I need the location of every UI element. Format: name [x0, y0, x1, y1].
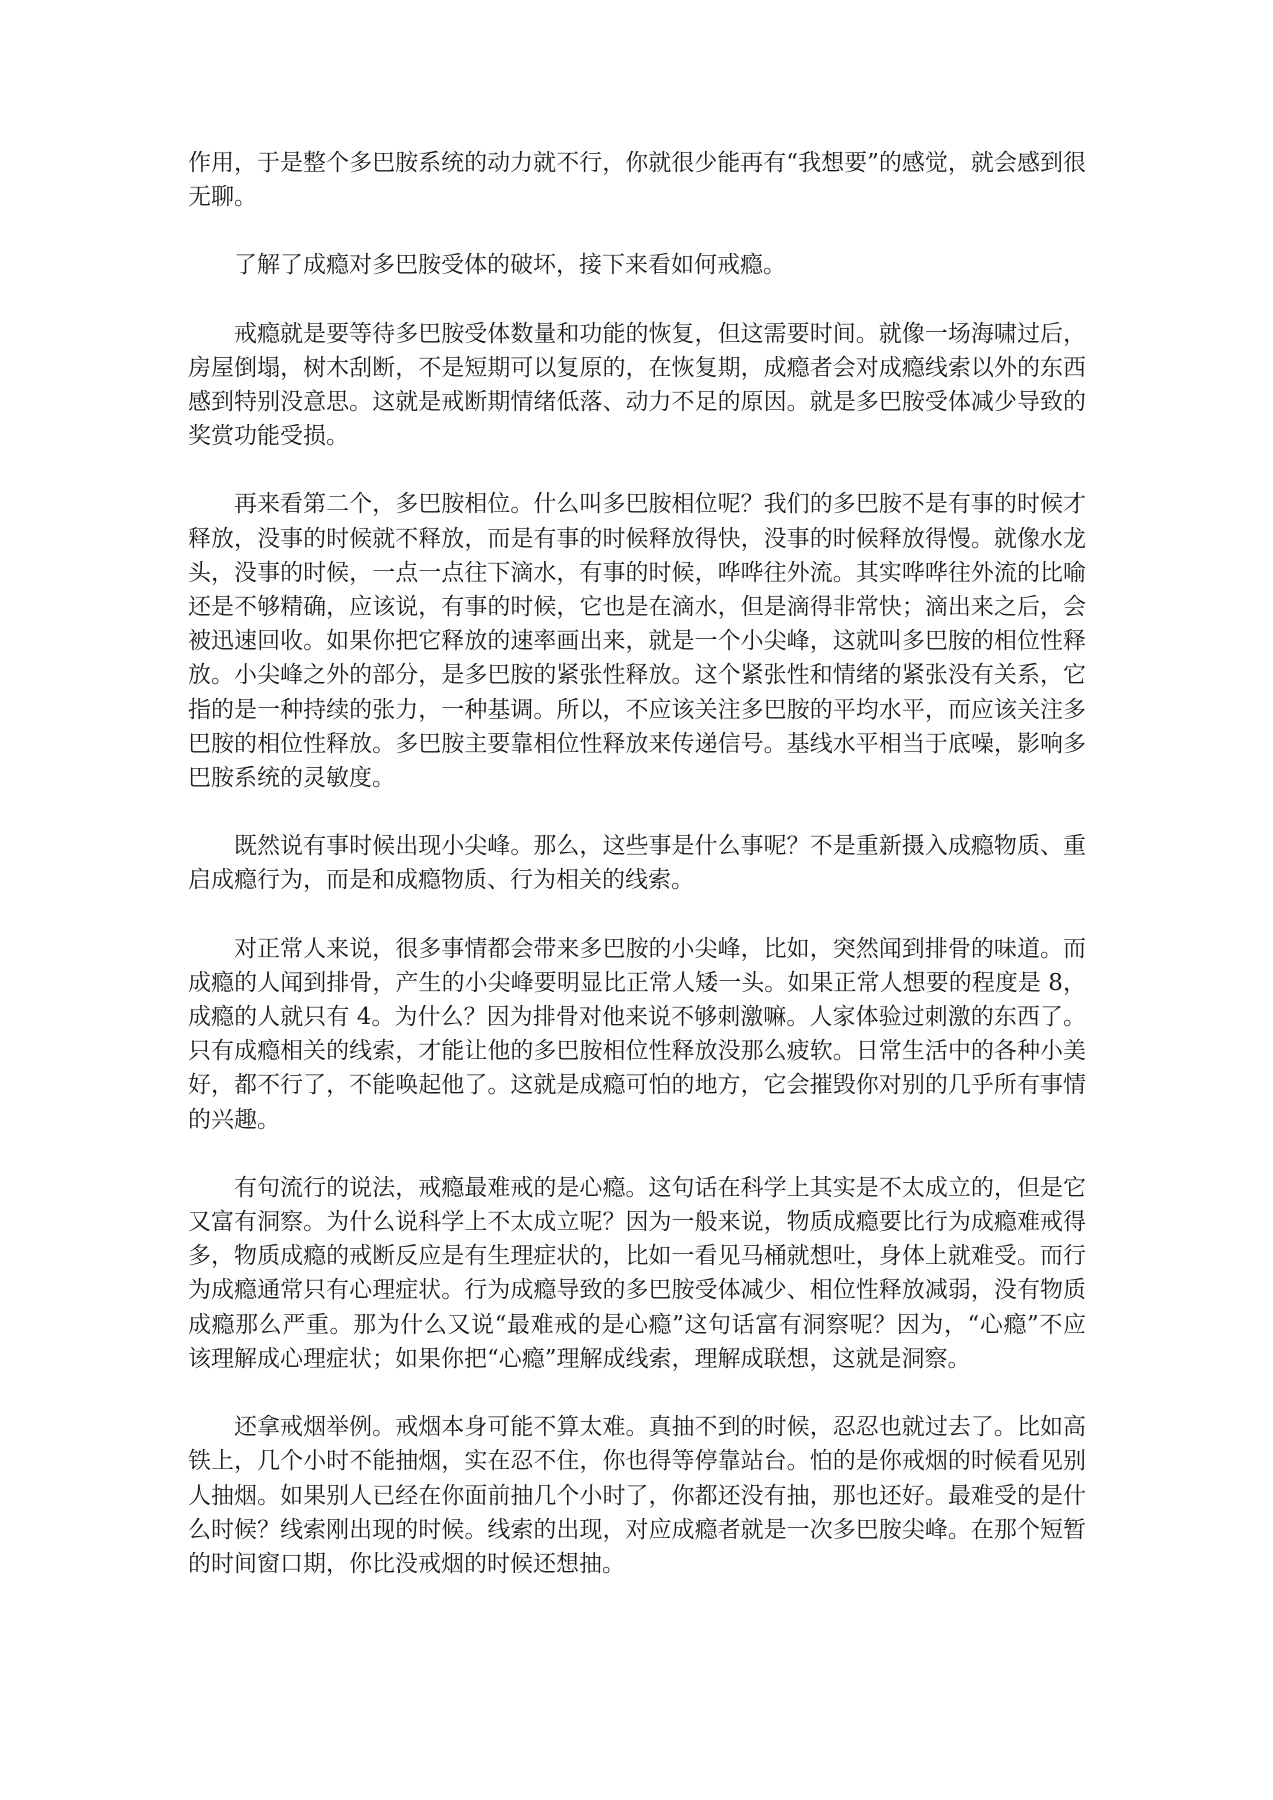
paragraph-2: 了解了成瘾对多巴胺受体的破坏，接下来看如何戒瘾。: [234, 252, 786, 279]
paragraph-4: 再来看第二个，多巴胺相位。什么叫多巴胺相位呢？我们的多巴胺不是有事的时候才释放，没事的时候就不释放，而是有事的时候释放得快，没事的时候释放得慢。就像水龙头，没事的时候，一点一点往下滴水，有事的时候，哗哗往外流。其实哗哗往外流的比喻还是不够精确，应该说，有事的时候，它也是在滴水，但是滴得非常快；滴出来之后，会被迅速回收。如果你把它释放的速率画出来，就是一个小尖峰，这就叫多巴胺的相位性释放。小尖峰之外的部分，是多巴胺的紧张性释放。这个紧张性和情绪的紧张没有关系，它指的是一种持续的张力，一种基调。所以，不应该关注多巴胺的平均水平，而应该关注多巴胺的相位性释放。多巴胺主要靠相位性释放来传递信号。基线水平相当于底噪，影响多巴胺系统的灵敏度。: [188, 491, 1086, 792]
paragraph-5: 既然说有事时候出现小尖峰。那么，这些事是什么事呢？不是重新摄入成瘾物质、重启成瘾行为，而是和成瘾物质、行为相关的线索。: [188, 833, 1086, 894]
document-page: [188, 146, 1086, 1615]
paragraph-8: 还拿戒烟举例。戒烟本身可能不算太难。真抽不到的时候，忍忍也就过去了。比如高铁上，几个小时不能抽烟，实在忍不住，你也得等停靠站台。怕的是你戒烟的时候看见别人抽烟。如果别人已经在你面前抽几个小时了，你都还没有抽，那也还好。最难受的是什么时候？线索刚出现的时候。线索的出现，对应成瘾者就是一次多巴胺尖峰。在那个短暂的时间窗口期，你比没戒烟的时候还想抽。: [188, 1414, 1086, 1577]
paragraph-1: 作用，于是整个多巴胺系统的动力就不行，你就很少能再有“我想要”的感觉，就会感到很无聊。: [188, 150, 1086, 211]
paragraph-6: 对正常人来说，很多事情都会带来多巴胺的小尖峰，比如，突然闻到排骨的味道。而成瘾的人闻到排骨，产生的小尖峰要明显比正常人矮一头。如果正常人想要的程度是 8，成瘾的人就只有 4。为什么？因为排骨对他来说不够刺激嘛。人家体验过刺激的东西了。只有成瘾相关的线索，才能让他的多巴胺相位性释放没那么疲软。日常生活中的各种小美好，都不行了，不能唤起他了。这就是成瘾可怕的地方，它会摧毁你对别的几乎所有事情的兴趣。: [188, 935, 1086, 1133]
paragraph-7: 有句流行的说法，戒瘾最难戒的是心瘾。这句话在科学上其实是不太成立的，但是它又富有洞察。为什么说科学上不太成立呢？因为一般来说，物质成瘾要比行为成瘾难戒得多，物质成瘾的戒断反应是有生理症状的，比如一看见马桶就想吐，身体上就难受。而行为成瘾通常只有心理症状。行为成瘾导致的多巴胺受体减少、相位性释放减弱，没有物质成瘾那么严重。那为什么又说“最难戒的是心瘾”这句话富有洞察呢？因为，“心瘾”不应该理解成心理症状；如果你把“心瘾”理解成线索，理解成联想，这就是洞察。: [188, 1174, 1086, 1372]
paragraph-3: 戒瘾就是要等待多巴胺受体数量和功能的恢复，但这需要时间。就像一场海啸过后，房屋倒塌，树木刮断，不是短期可以复原的，在恢复期，成瘾者会对成瘾线索以外的东西感到特别没意思。这就是戒断期情绪低落、动力不足的原因。就是多巴胺受体减少导致的奖赏功能受损。: [188, 320, 1086, 450]
